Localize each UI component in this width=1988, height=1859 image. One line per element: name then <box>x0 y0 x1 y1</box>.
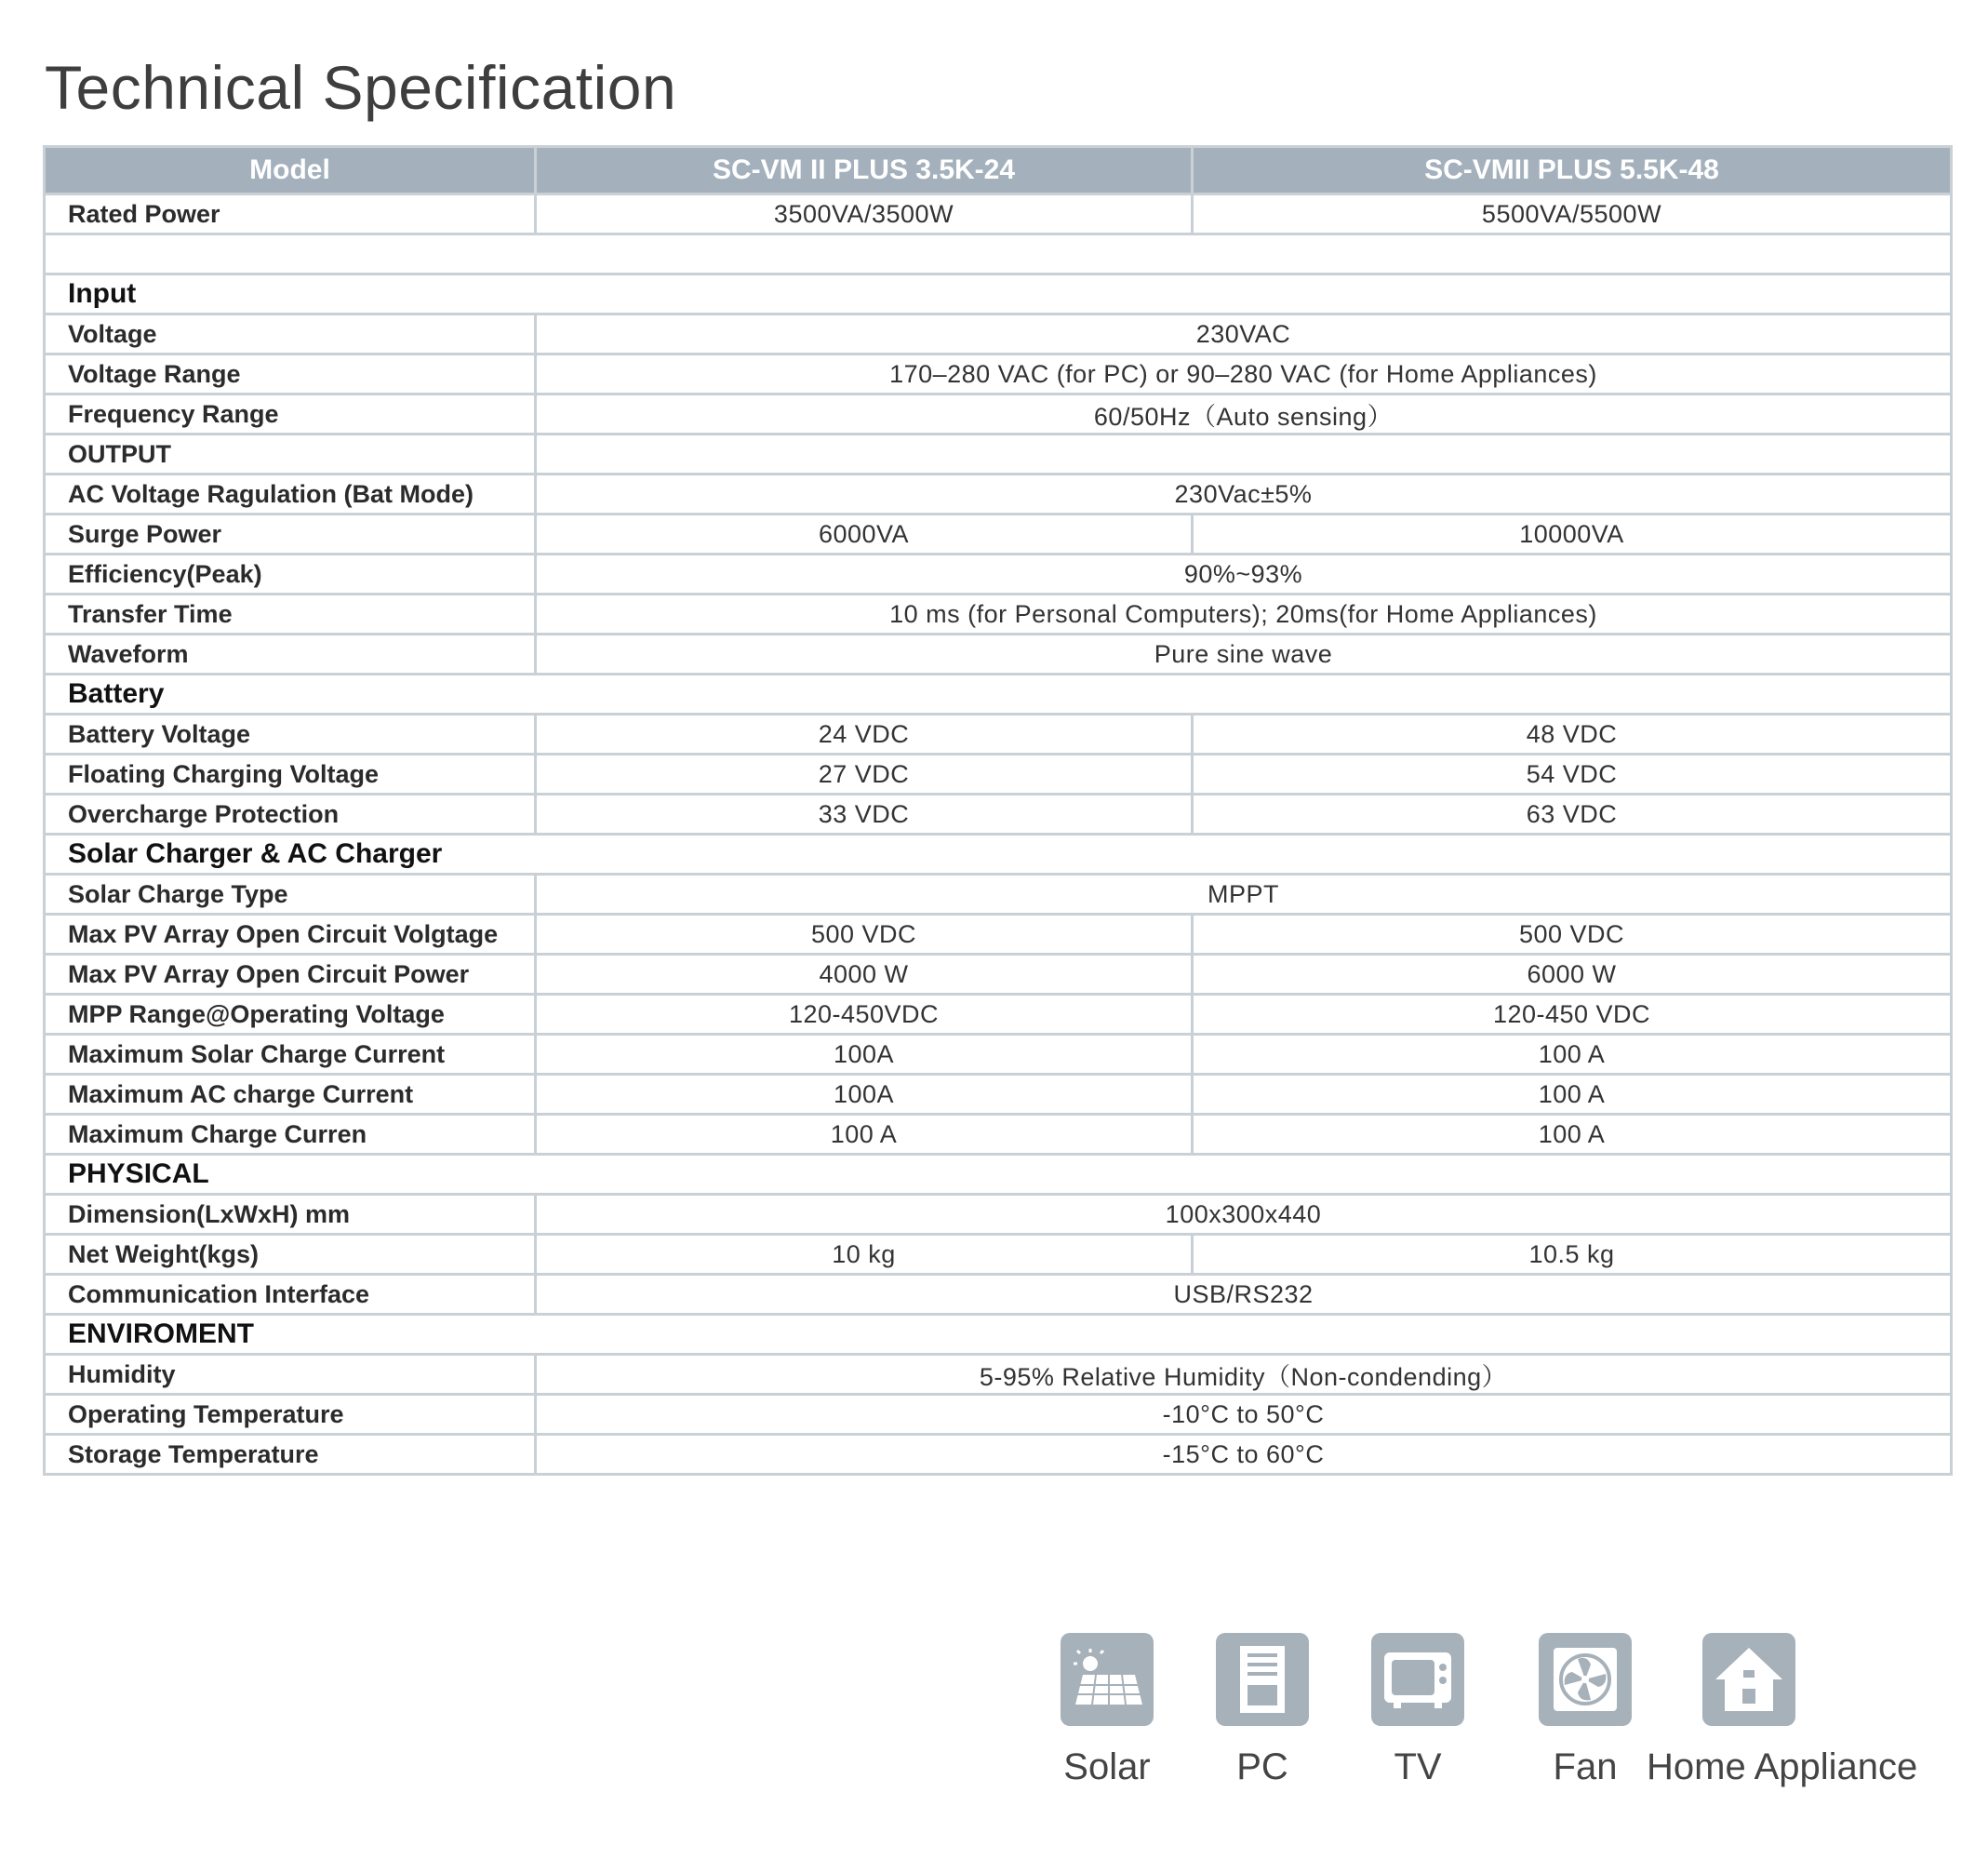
row-label: Storage Temperature <box>45 1435 536 1475</box>
table-row <box>45 755 1952 795</box>
value-a: 120-450VDC <box>536 995 1193 1035</box>
value-a: 100A <box>536 1075 1193 1115</box>
value-shared: 90%~93% <box>536 555 1952 595</box>
value-shared: -10°C to 50°C <box>536 1395 1952 1435</box>
tv-icon <box>1371 1633 1464 1726</box>
row-label: AC Voltage Ragulation (Bat Mode) <box>45 475 536 515</box>
value-b: 500 VDC <box>1193 915 1952 955</box>
value-shared: 60/50Hz（Auto sensing） <box>536 395 1952 435</box>
table-row <box>45 1355 1952 1395</box>
value-shared: 230Vac±5% <box>536 475 1952 515</box>
row-label: Operating Temperature <box>45 1395 536 1435</box>
row-label: Voltage <box>45 314 536 354</box>
table-row <box>45 915 1952 955</box>
table-row <box>45 1395 1952 1435</box>
section-row <box>45 1155 1952 1195</box>
table-row <box>45 1195 1952 1235</box>
section-filler <box>536 435 1952 475</box>
table-row <box>45 395 1952 435</box>
table-row <box>45 795 1952 835</box>
value-a: 10 kg <box>536 1235 1193 1275</box>
table-row <box>45 715 1952 755</box>
value-b: 48 VDC <box>1193 715 1952 755</box>
row-label: Waveform <box>45 635 536 675</box>
application-label: Solar <box>1063 1746 1151 1787</box>
value-b: 100 A <box>1193 1035 1952 1075</box>
value-shared: -15°C to 60°C <box>536 1435 1952 1475</box>
section-title: PHYSICAL <box>45 1155 536 1195</box>
value-shared: MPPT <box>536 875 1952 915</box>
application-label: Home Appliance <box>1647 1746 1918 1787</box>
row-label: Frequency Range <box>45 395 536 435</box>
section-title: OUTPUT <box>45 435 536 475</box>
table-row <box>45 475 1952 515</box>
value-shared: USB/RS232 <box>536 1275 1952 1315</box>
value-shared: 230VAC <box>536 314 1952 354</box>
table-row <box>45 1275 1952 1315</box>
row-label: Floating Charging Voltage <box>45 755 536 795</box>
section-filler <box>536 835 1952 875</box>
table-row <box>45 1075 1952 1115</box>
model-b-header: SC-VMII PLUS 5.5K-48 <box>1193 147 1952 194</box>
value-b: 100 A <box>1193 1075 1952 1115</box>
table-row <box>45 1235 1952 1275</box>
value-shared: 100x300x440 <box>536 1195 1952 1235</box>
header-row <box>45 147 1952 194</box>
row-label: Maximum Solar Charge Current <box>45 1035 536 1075</box>
section-row <box>45 1315 1952 1355</box>
row-label: Max PV Array Open Circuit Power <box>45 955 536 995</box>
section-filler <box>536 1155 1952 1195</box>
table-row <box>45 354 1952 395</box>
value-shared: 5-95% Relative Humidity（Non-condending） <box>536 1355 1952 1395</box>
row-label: Rated Power <box>45 194 536 234</box>
value-a: 100 A <box>536 1115 1193 1155</box>
value-b: 10.5 kg <box>1193 1235 1952 1275</box>
row-label: Battery Voltage <box>45 715 536 755</box>
section-title: Battery <box>45 675 536 715</box>
table-row <box>45 194 1952 234</box>
row-label: Maximum Charge Curren <box>45 1115 536 1155</box>
section-filler <box>536 1315 1952 1355</box>
table-row <box>45 555 1952 595</box>
spec-table <box>43 145 1953 1476</box>
value-b: 10000VA <box>1193 515 1952 555</box>
value-b: 120-450 VDC <box>1193 995 1952 1035</box>
value-a: 6000VA <box>536 515 1193 555</box>
value-b: 63 VDC <box>1193 795 1952 835</box>
value-shared: 10 ms (for Personal Computers); 20ms(for Home Appliances) <box>536 595 1952 635</box>
model-header: Model <box>45 147 536 194</box>
row-label: Dimension(LxWxH) mm <box>45 1195 536 1235</box>
value-b: 6000 W <box>1193 955 1952 995</box>
model-a-header: SC-VM II PLUS 3.5K-24 <box>536 147 1193 194</box>
row-label: Max PV Array Open Circuit Volgtage <box>45 915 536 955</box>
solar-panel-icon <box>1061 1633 1154 1726</box>
row-label: Solar Charge Type <box>45 875 536 915</box>
application-label: PC <box>1236 1746 1288 1787</box>
application-home <box>1647 1633 1918 1788</box>
row-label: Communication Interface <box>45 1275 536 1315</box>
application-label: Fan <box>1553 1746 1618 1787</box>
page-title: Technical Specification <box>45 53 677 122</box>
house-icon <box>1702 1633 1795 1726</box>
section-title: Solar Charger & AC Charger <box>45 835 536 875</box>
table-row <box>45 1435 1952 1475</box>
blank-row <box>45 234 1952 274</box>
table-row <box>45 635 1952 675</box>
value-b: 54 VDC <box>1193 755 1952 795</box>
value-a: 3500VA/3500W <box>536 194 1193 234</box>
table-row <box>45 595 1952 635</box>
row-label: Transfer Time <box>45 595 536 635</box>
value-b: 100 A <box>1193 1115 1952 1155</box>
row-label: Humidity <box>45 1355 536 1395</box>
application-label: TV <box>1394 1746 1442 1787</box>
table-row <box>45 314 1952 354</box>
row-label: Overcharge Protection <box>45 795 536 835</box>
table-row <box>45 875 1952 915</box>
row-label: Surge Power <box>45 515 536 555</box>
section-filler <box>536 675 1952 715</box>
row-label: Efficiency(Peak) <box>45 555 536 595</box>
row-label: Maximum AC charge Current <box>45 1075 536 1115</box>
section-filler <box>536 274 1952 314</box>
value-shared: Pure sine wave <box>536 635 1952 675</box>
row-label: Voltage Range <box>45 354 536 395</box>
value-shared: 170–280 VAC (for PC) or 90–280 VAC (for Home Appliances) <box>536 354 1952 395</box>
table-row <box>45 955 1952 995</box>
value-a: 500 VDC <box>536 915 1193 955</box>
table-row <box>45 995 1952 1035</box>
section-row <box>45 675 1952 715</box>
value-a: 100A <box>536 1035 1193 1075</box>
value-b: 5500VA/5500W <box>1193 194 1952 234</box>
table-row <box>45 515 1952 555</box>
blank-cell <box>45 234 1952 274</box>
value-a: 4000 W <box>536 955 1193 995</box>
row-label: MPP Range@Operating Voltage <box>45 995 536 1035</box>
value-a: 33 VDC <box>536 795 1193 835</box>
table-row <box>45 1115 1952 1155</box>
row-label: Net Weight(kgs) <box>45 1235 536 1275</box>
pc-tower-icon <box>1216 1633 1309 1726</box>
section-row <box>45 274 1952 314</box>
application-icons <box>0 1633 1988 1819</box>
section-row <box>45 435 1952 475</box>
fan-icon <box>1539 1633 1632 1726</box>
table-row <box>45 1035 1952 1075</box>
section-row <box>45 835 1952 875</box>
value-a: 24 VDC <box>536 715 1193 755</box>
section-title: Input <box>45 274 536 314</box>
section-title: ENVIROMENT <box>45 1315 536 1355</box>
value-a: 27 VDC <box>536 755 1193 795</box>
